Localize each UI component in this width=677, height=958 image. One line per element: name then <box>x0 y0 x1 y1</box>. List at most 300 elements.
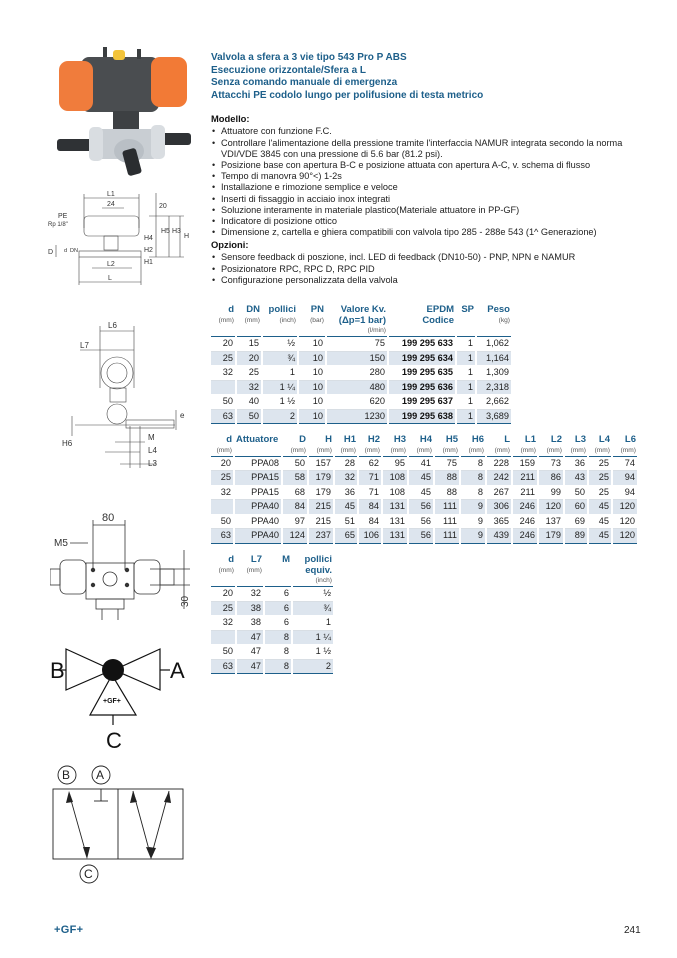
column-header <box>293 555 333 585</box>
table-cell: 246 <box>513 515 537 530</box>
table-cell: 25 <box>211 471 233 486</box>
table-cell: 215 <box>309 500 333 515</box>
table-cell: 199 295 633 <box>389 337 455 352</box>
column-unit: (mm) <box>442 446 458 454</box>
table-cell: 89 <box>565 529 587 544</box>
table-cell: 25 <box>589 486 611 501</box>
label-PE: PE <box>58 213 68 220</box>
column-label: H2 <box>367 434 380 445</box>
page-title <box>211 52 641 102</box>
table-cell: PPA40 <box>235 515 281 530</box>
table-cell: 51 <box>335 515 357 530</box>
table-cell: 199 295 638 <box>389 410 455 425</box>
table-cell: 58 <box>283 471 307 486</box>
opzioni-heading: Opzioni: <box>211 239 249 251</box>
table-cell: 120 <box>539 500 563 515</box>
flow-port-A: A <box>96 768 105 782</box>
table-cell: 47 <box>237 645 263 660</box>
column-label: H1 <box>343 434 356 445</box>
table-cell: 1,309 <box>477 366 511 381</box>
table-row <box>211 660 333 675</box>
table-cell: 280 <box>327 366 387 381</box>
column-label: EPDM <box>426 304 454 315</box>
position-indicator <box>113 50 125 60</box>
table-cell: ½ <box>263 337 297 352</box>
dim-20: 20 <box>159 203 167 210</box>
column-header <box>309 435 333 455</box>
table-cell: 108 <box>383 486 407 501</box>
table-cell: 2,318 <box>477 381 511 396</box>
union-nut-right <box>151 125 165 159</box>
table-cell: 10 <box>299 395 325 410</box>
column-unit: (mm) <box>246 566 262 574</box>
table-cell: 20 <box>237 352 261 367</box>
list-item: • Dimensione z, cartella e ghiera compatibili con valvola tipo 285 - 288e 543 (1^ Generazione) <box>211 227 641 238</box>
port-C: C <box>106 728 122 750</box>
column-label: L <box>504 434 510 445</box>
flow-port-B: B <box>62 768 71 782</box>
table-row <box>211 410 511 425</box>
table-cell: 199 295 636 <box>389 381 455 396</box>
table-cell: 84 <box>283 500 307 515</box>
table-cell: 2 <box>293 660 333 675</box>
list-item: • Posizionatore RPC, RPC D, RPC PID <box>211 264 641 275</box>
table-cell: 242 <box>487 471 511 486</box>
table-row <box>211 515 637 530</box>
table-cell: 69 <box>565 515 587 530</box>
table-cell: 88 <box>435 486 459 501</box>
table-cell: 1 ½ <box>293 645 333 660</box>
table-cell: 95 <box>383 457 407 472</box>
table-row <box>211 631 333 646</box>
column-header <box>327 305 387 335</box>
dim-H1: H1 <box>144 259 153 266</box>
table-row <box>211 381 511 396</box>
table-cell: 111 <box>435 529 459 544</box>
table-cell: 84 <box>359 515 381 530</box>
table-cell: 38 <box>237 616 263 631</box>
table-cell: 56 <box>409 515 433 530</box>
column-label: L1 <box>524 434 536 445</box>
table-cell: 45 <box>409 471 433 486</box>
table-cell: 2 <box>263 410 297 425</box>
table-cell: 75 <box>327 337 387 352</box>
dim-30: 30 <box>180 595 191 607</box>
list-item: • Soluzione interamente in materiale plastico(Materiale attuatore in PP-GF) <box>211 205 641 216</box>
table-cell: 1 <box>293 616 333 631</box>
column-unit: (inch) <box>315 577 332 584</box>
gf-logo: +GF+ <box>54 924 84 936</box>
table-row <box>211 352 511 367</box>
dim-D: D <box>48 249 54 256</box>
table-cell: 25 <box>589 457 611 472</box>
table-cell: 365 <box>487 515 511 530</box>
column-unit: (kg) <box>498 316 510 324</box>
front-dimension-drawing <box>44 188 204 288</box>
table-codes <box>209 305 513 424</box>
table-cell: 50 <box>211 515 233 530</box>
list-item: • Sensore feedback di poszione, incl. LED di feedback (DN10-50) - PNP, NPN e NAMUR <box>211 252 641 263</box>
table-cell: 32 <box>237 587 263 602</box>
table-row <box>211 529 637 544</box>
table-cell: 45 <box>589 529 611 544</box>
table-cell: 3,689 <box>477 410 511 425</box>
ball-icon <box>102 659 124 681</box>
table-cell: ½ <box>293 587 333 602</box>
column-label: Attuatore <box>236 434 279 445</box>
port-A: A <box>170 658 185 683</box>
table-cell: 199 295 637 <box>389 395 455 410</box>
dim-H3: H3 <box>172 228 181 235</box>
column-label: L2 <box>550 434 562 445</box>
table-row <box>211 602 333 617</box>
column-label: H6 <box>471 434 484 445</box>
table-cell: 73 <box>539 457 563 472</box>
table-cell: 111 <box>435 500 459 515</box>
table-cell: 88 <box>435 471 459 486</box>
dim-L1: L1 <box>107 191 115 198</box>
table-cell: 32 <box>335 471 357 486</box>
table-cell: 50 <box>211 645 235 660</box>
table-cell: 32 <box>211 486 233 501</box>
table-cell: 1 ¼ <box>293 631 333 646</box>
dim-L4: L4 <box>148 446 157 455</box>
table-cell: 1 <box>457 395 475 410</box>
dim-H: H <box>184 233 190 240</box>
opzioni-list <box>211 252 641 286</box>
column-unit: (mm) <box>290 446 306 454</box>
table-cell: 111 <box>435 515 459 530</box>
table-cell: 20 <box>211 587 235 602</box>
table-cell: 10 <box>299 352 325 367</box>
table-row <box>211 486 637 501</box>
table-cell: 50 <box>237 410 261 425</box>
table-cell: 480 <box>327 381 387 396</box>
table-cell: 8 <box>265 631 291 646</box>
table-cell: 1 ¼ <box>263 381 297 396</box>
table-cell: 45 <box>589 515 611 530</box>
table-cell: 179 <box>309 471 333 486</box>
column-unit: (mm) <box>216 446 232 454</box>
column-unit: (mm) <box>316 446 332 454</box>
list-item: • Indicatore di posizione ottico <box>211 216 641 227</box>
table-cell: 124 <box>283 529 307 544</box>
table-cell: 8 <box>461 457 485 472</box>
list-item: • Posizione base con apertura B-C e posizione attuata con apertura A-C, v. schema di flusso <box>211 160 641 171</box>
union-nut-left <box>89 127 103 161</box>
port-B: B <box>50 658 65 683</box>
table-cell: 56 <box>409 529 433 544</box>
column-header <box>487 435 511 455</box>
actuator-cap-right <box>151 57 187 107</box>
table-cell: PPA15 <box>235 486 281 501</box>
column-label: L6 <box>624 434 636 445</box>
table-cell: 50 <box>211 395 235 410</box>
table-cell: 63 <box>211 529 233 544</box>
column-label: L7 <box>250 554 262 565</box>
list-item: • Configurazione personalizzata della valvola <box>211 275 641 286</box>
dim-H2: H2 <box>144 247 153 254</box>
table-cell: 25 <box>211 352 235 367</box>
column-label: L3 <box>574 434 586 445</box>
table-cell: 75 <box>435 457 459 472</box>
table-cell <box>211 381 235 396</box>
valve-symbol <box>50 645 190 750</box>
title-line: Esecuzione orizzontale/Sfera a L <box>211 64 367 76</box>
dim-M: M <box>148 433 155 442</box>
column-unit: (mm) <box>218 566 234 574</box>
table-cell: 45 <box>409 486 433 501</box>
column-header <box>477 305 511 335</box>
table-cell: 71 <box>359 471 381 486</box>
column-unit: (mm) <box>244 316 260 324</box>
column-header <box>389 305 455 335</box>
table-cell: 439 <box>487 529 511 544</box>
table-cell: 108 <box>383 471 407 486</box>
table-cell: 215 <box>309 515 333 530</box>
column-label: L4 <box>598 434 610 445</box>
modello-list <box>211 126 641 238</box>
table-cell: 63 <box>211 660 235 675</box>
table-cell: 38 <box>237 602 263 617</box>
table-cell: 8 <box>461 486 485 501</box>
column-unit: (mm) <box>390 446 406 454</box>
column-header <box>461 435 485 455</box>
table-cell: 211 <box>513 486 537 501</box>
title-line: Valvola a sfera a 3 vie tipo 543 Pro P ABS <box>211 52 407 63</box>
column-header <box>359 435 381 455</box>
table-cell: 150 <box>327 352 387 367</box>
column-header <box>383 435 407 455</box>
table-cell: 1,164 <box>477 352 511 367</box>
table-cell: 131 <box>383 529 407 544</box>
dim-L6: L6 <box>108 321 117 330</box>
column-header <box>211 435 233 455</box>
column-header <box>409 435 433 455</box>
column-header <box>565 435 587 455</box>
table-cell: 63 <box>211 410 235 425</box>
table-row <box>211 587 333 602</box>
column-unit: (mm) <box>546 446 562 454</box>
modello-heading: Modello: <box>211 113 250 125</box>
table-cell: 36 <box>335 486 357 501</box>
column-label: pollici <box>268 304 296 315</box>
table-cell: 99 <box>539 486 563 501</box>
table-cell: 1 ½ <box>263 395 297 410</box>
product-description <box>211 52 641 286</box>
column-header <box>211 555 235 585</box>
table-cell: 246 <box>513 529 537 544</box>
table-cell: ¾ <box>293 602 333 617</box>
table-cell: 246 <box>513 500 537 515</box>
table-cell: 20 <box>211 337 235 352</box>
table-row <box>211 337 511 352</box>
table-cell: 8 <box>265 660 291 675</box>
product-image <box>55 45 195 180</box>
column-header <box>237 555 263 585</box>
column-unit: (inch) <box>279 316 296 324</box>
table-cell: 179 <box>539 529 563 544</box>
figures-column <box>0 0 205 958</box>
table-cell: 9 <box>461 515 485 530</box>
table-cell: 1 <box>457 337 475 352</box>
table-row <box>211 366 511 381</box>
dim-L2: L2 <box>107 261 115 268</box>
dim-d: d <box>64 248 68 254</box>
table-cell: PPA40 <box>235 500 281 515</box>
table-cell: 120 <box>613 529 637 544</box>
table-cell: 41 <box>409 457 433 472</box>
table-row <box>211 616 333 631</box>
column-unit: (mm) <box>218 316 234 324</box>
table-cell: 84 <box>359 500 381 515</box>
dim-L3: L3 <box>148 459 157 468</box>
table-cell: 47 <box>237 660 263 675</box>
table-cell: 40 <box>237 395 261 410</box>
list-item: • Inserti di fissaggio in acciaio inox integrati <box>211 194 641 205</box>
column-unit: (mm) <box>620 446 636 454</box>
column-label: H4 <box>419 434 432 445</box>
table-cell: 32 <box>237 381 261 396</box>
table-cell: 45 <box>335 500 357 515</box>
table-cell: 68 <box>283 486 307 501</box>
table-cell: 1 <box>263 366 297 381</box>
table-l7-m <box>209 555 335 674</box>
column-header <box>265 555 291 585</box>
side-dimension-drawing <box>60 318 200 468</box>
table-cell: 159 <box>513 457 537 472</box>
table-cell: 56 <box>409 500 433 515</box>
column-unit: (mm) <box>468 446 484 454</box>
column-unit: (mm) <box>570 446 586 454</box>
column-unit: (mm) <box>494 446 510 454</box>
actuator-cap-left <box>59 61 93 111</box>
column-label: H5 <box>445 434 458 445</box>
column-label-2: (Δp=1 bar) <box>338 314 386 326</box>
label-M5: M5 <box>54 538 68 549</box>
table-cell: 1 <box>457 352 475 367</box>
column-header <box>613 435 637 455</box>
table-cell: 45 <box>589 500 611 515</box>
column-label: SP <box>461 304 474 315</box>
dim-H5: H5 <box>161 228 170 235</box>
table-cell: 62 <box>359 457 381 472</box>
list-item: • Controllare l'alimentazione della pressione tramite l'interfaccia NAMUR integrata secondo la norma VDI/VDE 3845 con una pressione di 5.6 bar (81.2 psi). <box>211 138 641 160</box>
table-cell: 36 <box>565 457 587 472</box>
column-header <box>235 435 281 455</box>
table-cell: ¾ <box>263 352 297 367</box>
table-row <box>211 395 511 410</box>
column-header <box>335 435 357 455</box>
table-cell: 32 <box>211 616 235 631</box>
column-unit: (mm) <box>594 446 610 454</box>
table-cell: 28 <box>335 457 357 472</box>
table-cell: 137 <box>539 515 563 530</box>
table-row <box>211 471 637 486</box>
table-cell: 9 <box>461 529 485 544</box>
table-cell: 10 <box>299 366 325 381</box>
flow-port-C: C <box>84 867 93 881</box>
table-cell: PPA15 <box>235 471 281 486</box>
table-cell: 1 <box>457 410 475 425</box>
table-cell: 106 <box>359 529 381 544</box>
table-cell: 8 <box>265 645 291 660</box>
dim-L7: L7 <box>80 341 89 350</box>
title-line: Attacchi PE codolo lungo per polifusione di testa metrico <box>211 89 484 101</box>
table-cell: 94 <box>613 486 637 501</box>
column-label-2: Codice <box>422 314 454 326</box>
dim-L: L <box>108 275 112 282</box>
symbol-gf-logo: +GF+ <box>103 698 121 705</box>
flow-diagram <box>50 765 200 885</box>
dim-80: 80 <box>102 512 115 524</box>
table-cell: 50 <box>283 457 307 472</box>
table-cell: 74 <box>613 457 637 472</box>
column-header <box>211 305 235 335</box>
column-header <box>435 435 459 455</box>
table-row <box>211 645 333 660</box>
table-dimensions <box>209 435 639 544</box>
table-cell: 20 <box>211 457 233 472</box>
dim-e: e <box>180 411 185 420</box>
table-row <box>211 500 637 515</box>
title-line: Senza comando manuale di emergenza <box>211 77 398 89</box>
column-label: M <box>282 554 290 565</box>
table-cell: 8 <box>461 471 485 486</box>
list-item: • Attuatore con funzione F.C. <box>211 126 641 137</box>
table-cell: 237 <box>309 529 333 544</box>
table-cell: 131 <box>383 500 407 515</box>
column-label: PN <box>310 304 324 315</box>
column-header <box>457 305 475 335</box>
table-cell: 6 <box>265 602 291 617</box>
column-header <box>299 305 325 335</box>
table-cell: 25 <box>237 366 261 381</box>
column-unit: (bar) <box>310 316 324 324</box>
column-unit: (l/min) <box>367 327 386 334</box>
table-cell: 120 <box>613 515 637 530</box>
column-label: Valore Kv. <box>340 304 386 315</box>
column-label: pollici <box>304 554 332 565</box>
table-cell: 10 <box>299 410 325 425</box>
table-cell: 306 <box>487 500 511 515</box>
column-header <box>513 435 537 455</box>
table-cell: 97 <box>283 515 307 530</box>
column-unit: (mm) <box>364 446 380 454</box>
column-label: H3 <box>393 434 406 445</box>
table-cell: 25 <box>211 602 235 617</box>
table-cell: 6 <box>265 616 291 631</box>
column-header <box>263 305 297 335</box>
column-label: H <box>325 434 332 445</box>
table-cell: 131 <box>383 515 407 530</box>
column-header <box>237 305 261 335</box>
column-unit: (mm) <box>416 446 432 454</box>
column-header <box>539 435 563 455</box>
table-cell: 199 295 635 <box>389 366 455 381</box>
table-cell: PPA40 <box>235 529 281 544</box>
table-cell: 199 295 634 <box>389 352 455 367</box>
table-cell: 60 <box>565 500 587 515</box>
list-item: • Installazione e rimozione semplice e veloce <box>211 182 641 193</box>
table-cell: 65 <box>335 529 357 544</box>
table-cell: 43 <box>565 471 587 486</box>
table-cell: 1230 <box>327 410 387 425</box>
bottom-view-drawing <box>50 505 200 620</box>
column-label: D <box>299 434 306 445</box>
table-cell: 620 <box>327 395 387 410</box>
table-cell: 1 <box>457 366 475 381</box>
